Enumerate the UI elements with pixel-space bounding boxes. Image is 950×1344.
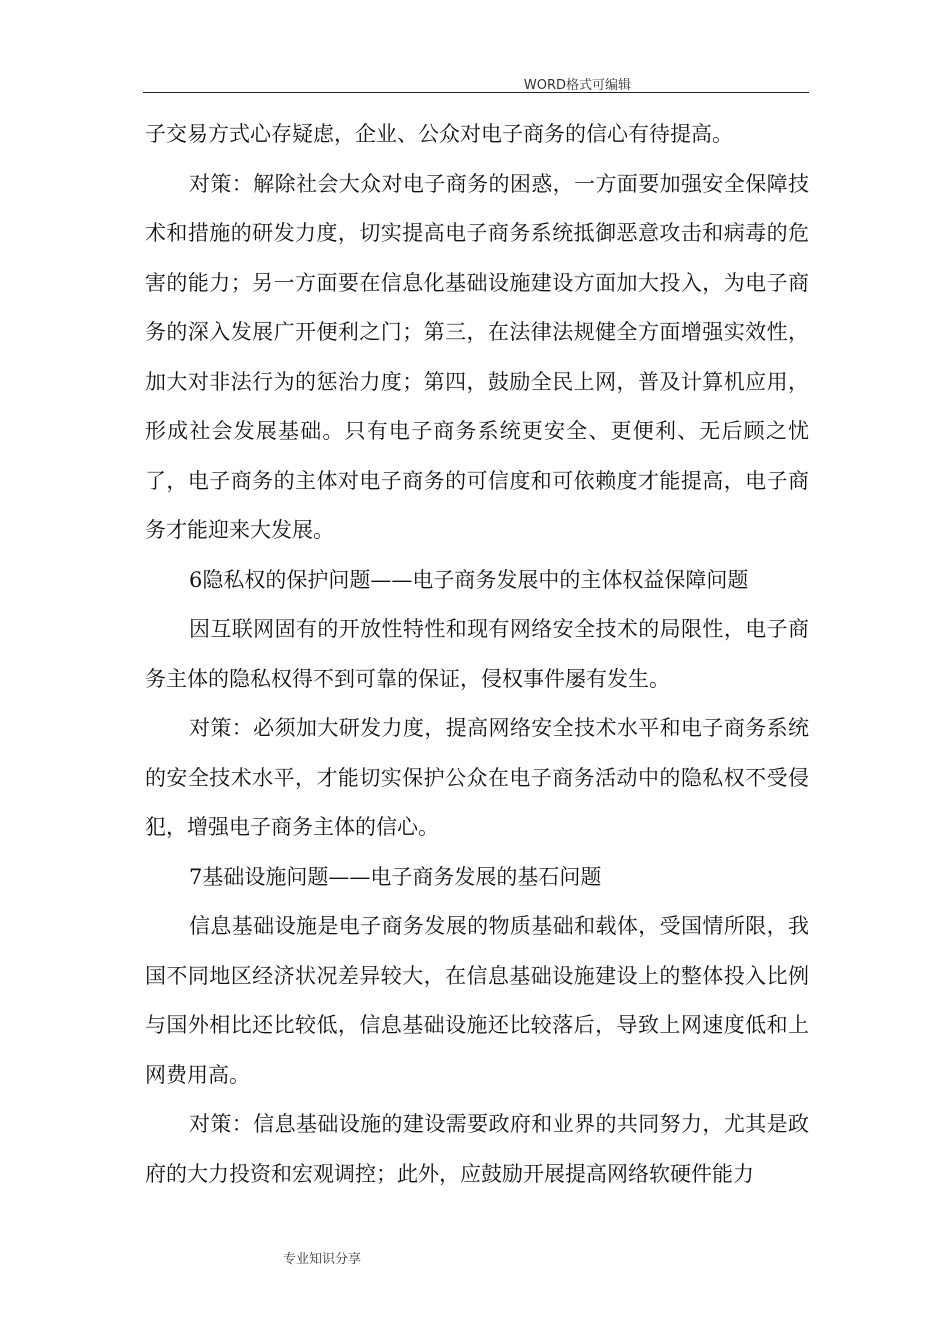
paragraph: 因互联网固有的开放性特性和现有网络安全技术的局限性，电子商务主体的隐私权得不到可靠的保证，侵权事件屡有发生。: [145, 617, 809, 691]
paragraph: 子交易方式心存疑虑，企业、公众对电子商务的信心有待提高。: [145, 122, 733, 146]
page-footer: 专业知识分享: [283, 1252, 362, 1267]
page-header: [143, 72, 809, 93]
paragraph: 信息基础设施是电子商务发展的物质基础和载体，受国情所限，我国不同地区经济状况差异较大，在信息基础设施建设上的整体投入比例与国外相比还比较低，信息基础设施还比较落后，导致上网速度低和上网费用高。: [145, 914, 809, 1087]
paragraph: 对策：解除社会大众对电子商务的困惑，一方面要加强安全保障技术和措施的研发力度，切实提高电子商务系统抵御恶意攻击和病毒的危害的能力；另一方面要在信息化基础设施建设方面加大投入，为电子商务的深入发展广开便利之门；第三，在法律法规健全方面增强实效性，加大对非法行为的惩治力度；第四，鼓励全民上网，普及计算机应用，形成社会发展基础。只有电子商务系统更安全、更便利、无后顾之忧了，电子商务的主体对电子商务的可信度和可依赖度才能提高，电子商务才能迎来大发展。: [145, 171, 809, 542]
paragraph: 对策：信息基础设施的建设需要政府和业界的共同努力，尤其是政府的大力投资和宏观调控；此外，应鼓励开展提高网络软硬件能力: [145, 1112, 809, 1186]
document-body: [145, 110, 809, 1199]
section-heading: 7基础设施问题——电子商务发展的基石问题: [189, 864, 602, 889]
header-text: WORD格式可编辑: [523, 78, 631, 93]
paragraph: 对策：必须加大研发力度，提高网络安全技术水平和电子商务系统的安全技术水平，才能切实保护公众在电子商务活动中的隐私权不受侵犯，增强电子商务主体的信心。: [145, 716, 809, 839]
section-heading: 6隐私权的保护问题——电子商务发展中的主体权益保障问题: [189, 567, 749, 592]
